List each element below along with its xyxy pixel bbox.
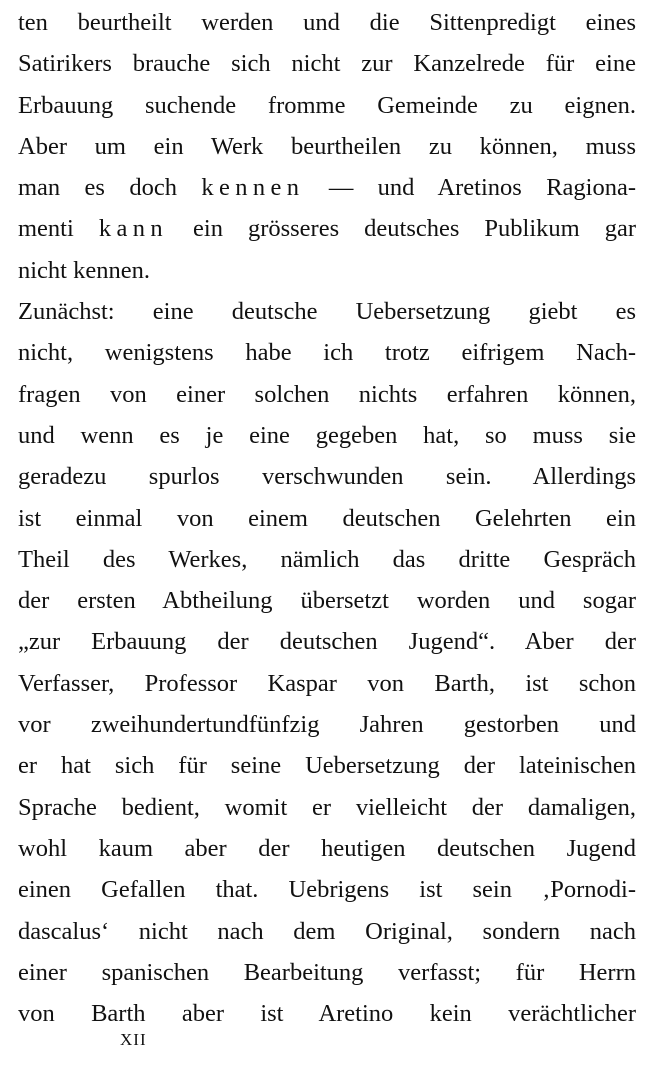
text-line: Aber um ein Werk beurtheilen zu können, muss xyxy=(18,132,636,160)
text-line: fragen von einer solchen nichts erfahren können, xyxy=(18,380,636,408)
text-segment: ein grösseres deutsches Publikum gar xyxy=(193,215,636,243)
text-line: ten beurtheilt werden und die Sittenpredigt eines xyxy=(18,9,636,36)
text-line: der ersten Abtheilung übersetzt worden und sogar xyxy=(18,587,636,615)
text-line: Zunächst: eine deutsche Uebersetzung giebt es xyxy=(18,298,636,326)
text-line: Theil des Werkes, nämlich das dritte Gespräch xyxy=(18,545,636,573)
text-line: ist einmal von einem deutschen Gelehrten ein xyxy=(18,504,636,532)
text-line: „zur Erbauung der deutschen Jugend“. Aber der xyxy=(18,628,636,656)
text-line: einer spanischen Bearbeitung verfasst; für Herrn xyxy=(18,958,636,986)
text-line: nicht, wenigstens habe ich trotz eifrigem Nach- xyxy=(18,339,636,367)
text-line: einen Gefallen that. Uebrigens ist sein ‚Pornodi- xyxy=(18,876,636,904)
text-segment: — und Aretinos Ragiona- xyxy=(328,174,636,202)
text-line: nicht kennen. xyxy=(18,256,150,284)
text-line: wohl kaum aber der heutigen deutschen Jugend xyxy=(18,834,636,862)
text-line: Satirikers brauche sich nicht zur Kanzelrede für eine xyxy=(18,50,636,78)
text-line: Erbauung suchende fromme Gemeinde zu eignen. xyxy=(18,91,636,119)
text-line: dascalus‘ nicht nach dem Original, sondern nach xyxy=(18,917,636,945)
text-segment: menti xyxy=(18,215,74,243)
text-line: vor zweihundertundfünfzig Jahren gestorben und xyxy=(18,711,636,739)
text-line: geradezu spurlos verschwunden sein. Allerdings xyxy=(18,463,636,491)
emphasized-word: kennen xyxy=(201,174,305,202)
emphasized-word: kann xyxy=(98,215,168,243)
page-number: XII xyxy=(120,1030,147,1049)
text-line xyxy=(18,167,636,208)
text-line: Sprache bedient, womit er vielleicht der damaligen, xyxy=(18,793,636,821)
text-line: und wenn es je eine gegeben hat, so muss sie xyxy=(18,421,636,449)
page-text xyxy=(18,2,636,1034)
text-line: von Barth aber ist Aretino kein verächtlicher xyxy=(18,1000,636,1028)
text-line: er hat sich für seine Uebersetzung der lateinischen xyxy=(18,752,636,780)
text-segment: man es doch xyxy=(18,174,177,202)
text-line: Verfasser, Professor Kaspar von Barth, ist schon xyxy=(18,669,636,697)
text-line xyxy=(18,208,636,249)
